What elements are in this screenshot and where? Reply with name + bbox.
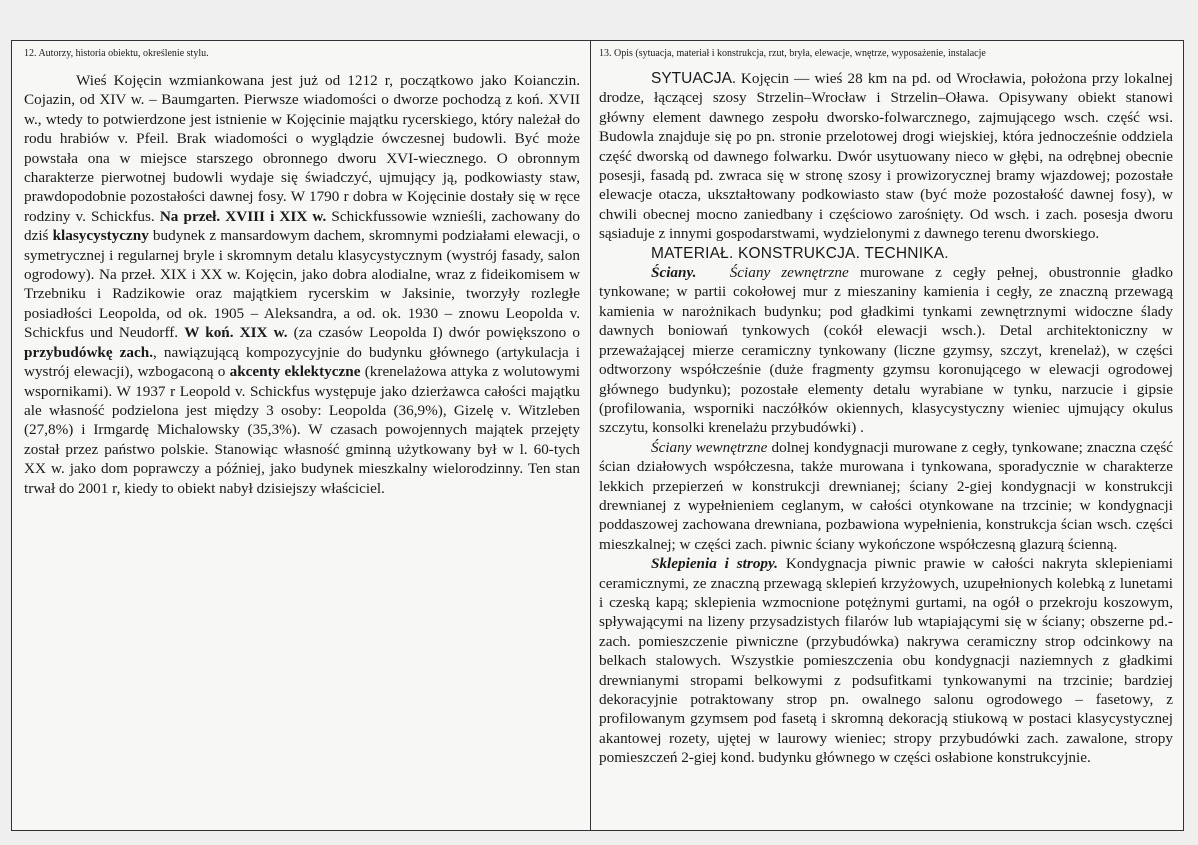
- sciany-zew-text: murowane z cegły pełnej, obustronnie gładko tynkowane; w partii cokołowej mur z mieszaniny kamienia i cegły, ze znaczną przewagą kamienia w narożnikach budynku; pod gładkimi tynkami zewnętrznymi widoczne ślady dawnych boniowań tynkowych (cokół elewacji wsch.). Detal architektoniczny w przeważającej mierze ceramiczny tynkowany (liczne gzymsy, szczyt, krenelaż), w części odtworzony współcześnie (duże fragmenty gzymsu koronującego w elewacji ogrodowej głównego budynku); pozostałe elementy detalu wyrabiane w tynku, narzucie i gipsie (profilowania, wsporniki naczółków okiennych, klasycystyczny wieniec ujmujący okulus szczytu, konsolki krenelażu przybudówki) .: [599, 264, 1174, 437]
- sytuacja-text: . Kojęcin — wieś 28 km na pd. od Wrocławia, położona przy lokalnej drodze, łączącej szosy Strzelin–Wrocław i Strzelin–Oława. Opisywany obiekt stanowi główny element dawnego zespołu dworsko-folwarcznego, zajmującego wsch. część wsi. Budowla znajduje się po pn. stronie przelotowej drogi wiejskiej, która jednocześnie oddziela część dworską od dawnego folwarku. Dwór usytuowany nieco w głębi, na odrębnej obecnie posesji, fasadą pd. zwraca się w stronę szosy i prowizorycznej bramy wjazdowej; pozostałe elewacje otacza, ukształtowany podkowiasto staw (być może pozostałość dawnej fosy), w chwili obecnej mocno zaniedbany i częściowo zarośnięty. Od wsch. i zach. posesja dworu sąsiaduje z innymi gospodarstwami, wydzielonymi z dawnego terenu dworskiego.: [599, 70, 1173, 243]
- left-column: [12, 41, 590, 498]
- sklepienia-paragraph: [599, 554, 1173, 767]
- right-column-header: 13. Opis (sytuacja, materiał i konstrukcja, rzut, bryła, elewacje, wnętrze, wyposażenie, instalacje: [599, 48, 986, 59]
- history-bold-period: W koń. XIX w.: [184, 324, 288, 342]
- left-column-header: 12. Autorzy, historia obiektu, określenie stylu.: [24, 48, 209, 59]
- sciany-wew-label: Ściany wewnętrzne: [651, 438, 768, 456]
- sciany-zew-label: Ściany zewnętrzne: [729, 264, 849, 282]
- document-sheet: [11, 40, 1184, 831]
- sciany-label: Ściany.: [651, 264, 697, 282]
- history-bold-annex: przybudówkę zach.: [24, 343, 154, 361]
- sklepienia-text: Kondygnacja piwnic prawie w całości nakryta sklepieniami ceramicznymi, ze znaczną przewagą sklepień krzyżowych, uzupełnionych kolebką z lunetami i czeską kapą; sklepienia wzmocnione potężnymi gurtami, na ogół o przekroju koszowym, spływającymi na lizeny przysadzistych filarów lub wtapiającymi się w ściany; obszerne pd.-zach. pomieszczenie piwniczne (przybudówka) nakrywa ceramiczny strop odcinkowy na belkach stalowych. Wszystkie pomieszczenia obu kondygnacji naziemnych z gładkimi drewnianymi stropami belkowymi z podsufitkami tynkowanymi na trzcinie; bardziej dekoracyjnie potraktowany strop pn. owalnego salonu ogrodowego – fasetowy, z profilowanym gzymsem pod fasetą i skromną dekoracją stiukową w postaci klasycystycznej akantowej rozety, ujętej w laurowy wieniec; stropy przybudówki zach. zawalone, stropy pomieszczeń 2-giej kond. budynku głównego w części osłabione konstrukcyjnie.: [599, 555, 1173, 767]
- history-text: [24, 71, 580, 498]
- sciany-wew-text: dolnej kondygnacji murowane z cegły, tynkowane; znaczna część ścian działowych współczesna, także murowana i tynkowana, sporadycznie w charakterze lekkich przepierzeń w konstrukcji drewnianej; ściany 2-giej kondygnacji w konstrukcji drewnianej z wypełnieniem ceglanym, w całości otynkowane na trzcinie; w kondygnacji poddaszowej zachowana drewniana, pozbawiona wypełnienia, konstrukcja ścian wsch. części mieszkalnej; w części zach. piwnic ściany wykończone współczesną glazurą ścienną.: [599, 438, 1173, 553]
- history-bold-period: Na przeł. XVIII i XIX w.: [159, 207, 327, 225]
- sytuacja-heading: SYTUACJA: [651, 70, 732, 87]
- history-paragraph: [24, 71, 580, 498]
- history-text-part: Schickfussowie wznieśli, zachowany do dziś: [24, 207, 580, 245]
- sytuacja-paragraph: [599, 69, 1173, 244]
- history-text-part: (krenelażowa attyka z wolutowymi wspornikami). W 1937 r Leopold v. Schickfus występuje jako dzierżawca całości majątku ale własność podzielona jest między 3 osoby: Leopolda (36,9%), Gizelę v. Witzleben (27,8%) i Irmgardę Michalowsky (35,3%). W czasach powojennych majątek przejęty został przez państwo polskie. Stanowiąc własność gminną użytkowany był w l. 60-tych XX w. jako dom poprawczy a później, jako budynek mieszkalny wielorodzinny. Ten stan trwał do 2001 r, kiedy to obiekt nabył dzisiejszy właściciel.: [24, 363, 580, 497]
- history-text-part: budynek z mansardowym dachem, skromnymi podziałami elewacji, o symetrycznej i regularnej bryle i skromnym detalu klasycystycznym (wystrój fasady, salon ogrodowy). Na przeł. XIX i XX w. Kojęcin, jako dobra alodialne, wraz z fideikomisem w Trzebniku i Radzikowie oraz majątkiem rycerskim w Jaksinie, tworzyły rozległe posiadłości Leopolda, od ok. 1905 – Aleksandra, a od. ok. 1930 – znowu Leopolda v. Schickfus und Neudorff.: [24, 227, 580, 342]
- history-bold-style: klasycystyczny: [52, 227, 149, 245]
- history-text-part: , nawiązującą kompozycyjnie do budynku głównego (artykulacja i wystrój elewacji), wzbogaconą o: [24, 343, 580, 381]
- sciany-wew-paragraph: [599, 438, 1173, 554]
- description-text: [599, 69, 1173, 768]
- right-column: [591, 41, 1185, 768]
- history-text-part: Wieś Kojęcin wzmiankowana jest już od 1212 r, początkowo jako Koianczin. Cojazin, od XIV w. – Baumgarten. Pierwsze wiadomości o dworze pochodzą z koń. XVII w., wtedy to potwierdzone jest istnienie w Kojęcinie majątku rycerskiego, który należał do rodu hrabiów v. Pfeil. Brak wiadomości o wyglądzie ówczesnej budowli. Być może powstała ona w miejsce starszego obronnego dworu XVI-wiecznego. O obronnym charakterze pierwotnej budowli wydaje się świadczyć, ujmujący ją, podkowiasty staw, prawdopodobnie pozostałości dawnej fosy. W 1790 r dobra w Kojęcinie dostały się w ręce rodziny v. Schickfus.: [24, 72, 580, 225]
- material-heading: MATERIAŁ. KONSTRUKCJA. TECHNIKA.: [651, 244, 949, 262]
- material-heading-line: [599, 244, 1173, 263]
- history-bold-accents: akcenty eklektyczne: [229, 363, 361, 381]
- history-text-part: (za czasów Leopolda I) dwór powiększono o: [287, 324, 580, 342]
- sciany-zew-paragraph: [599, 263, 1173, 438]
- sklepienia-label: Sklepienia i stropy.: [651, 555, 778, 573]
